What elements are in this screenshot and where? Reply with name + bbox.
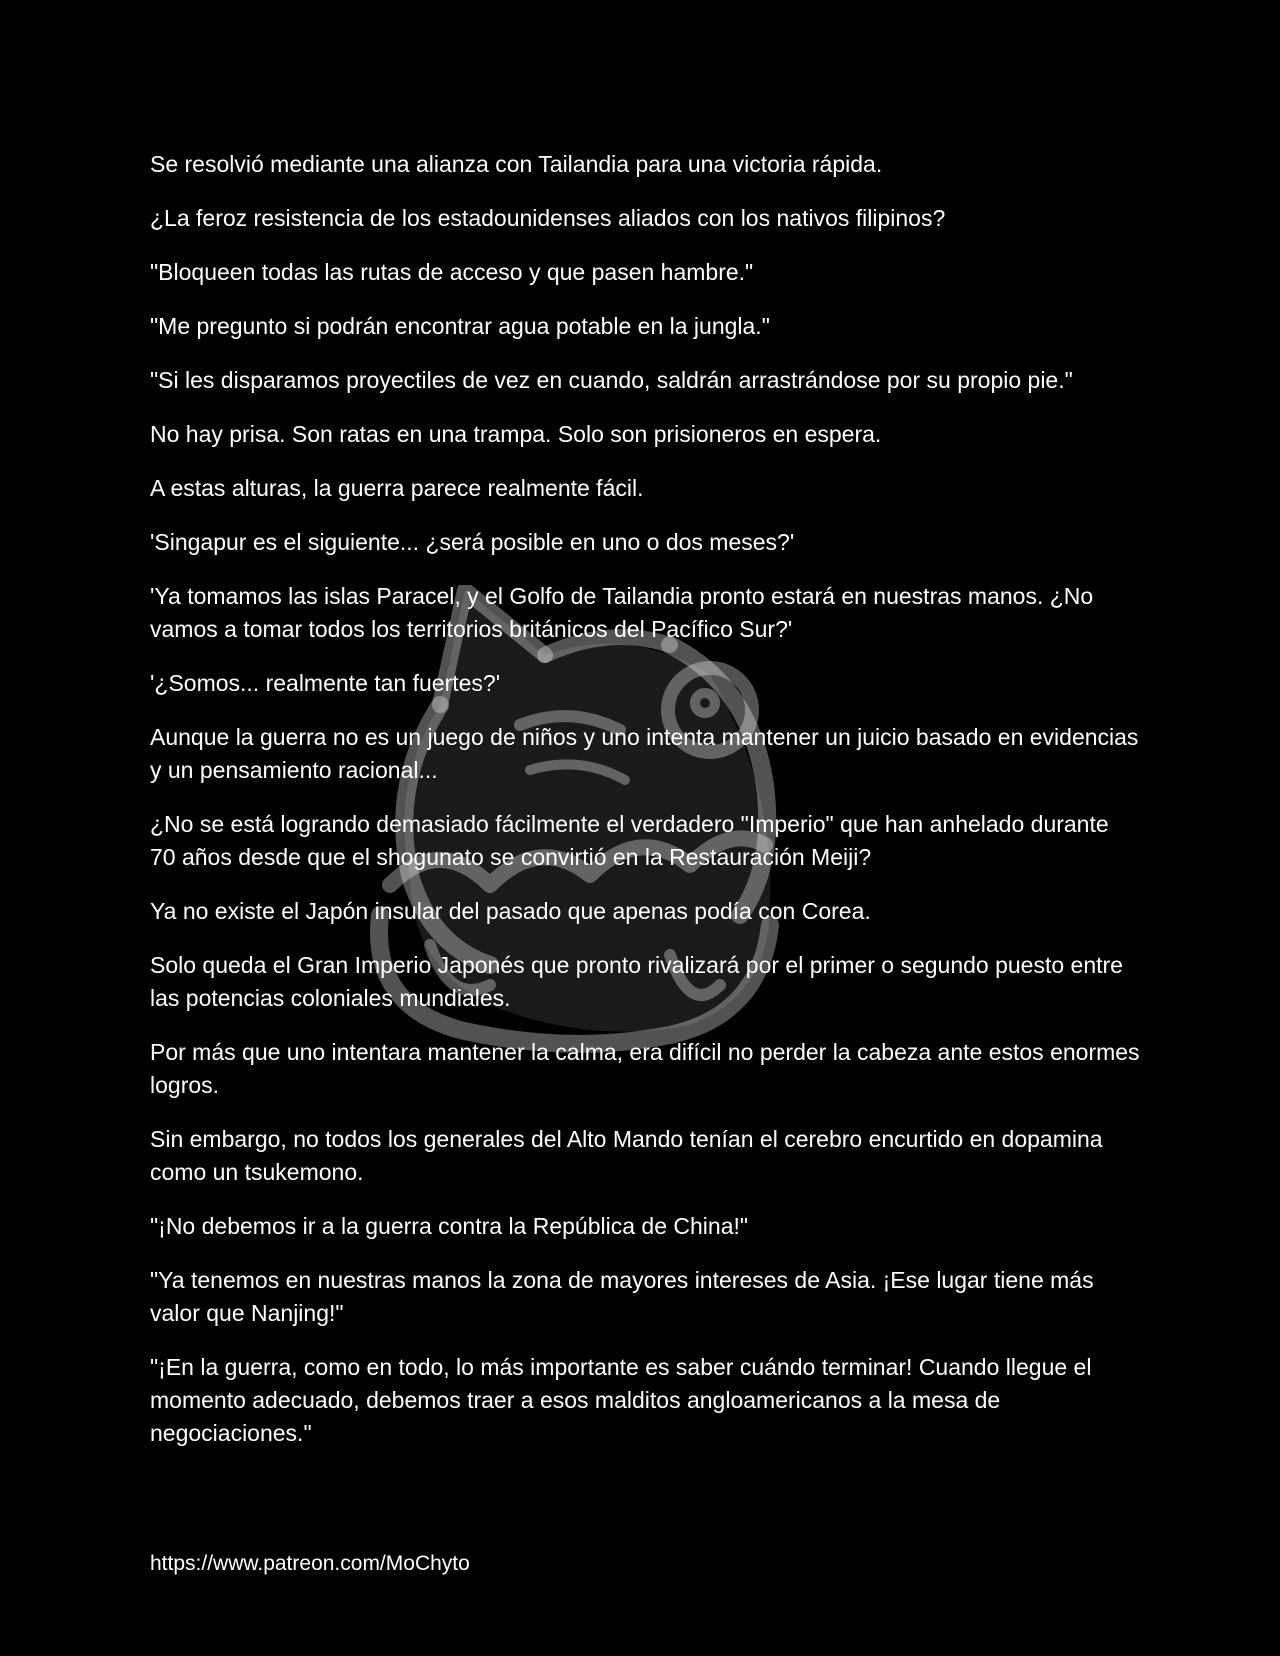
paragraph: Sin embargo, no todos los generales del Alto Mando tenían el cerebro encurtido en dopamina como un tsukemono. <box>150 1126 1103 1185</box>
paragraph: 'Ya tomamos las islas Paracel, y el Golfo de Tailandia pronto estará en nuestras manos. ¿No vamos a tomar todos los territorios británicos del Pacífico Sur?' <box>150 583 1094 642</box>
paragraph: Por más que uno intentara mantener la calma, era difícil no perder la cabeza ante estos enormes logros. <box>150 1039 1140 1098</box>
patreon-link[interactable]: https://www.patreon.com/MoChyto <box>150 1552 470 1575</box>
paragraph: Ya no existe el Japón insular del pasado que apenas podía con Corea. <box>150 898 871 924</box>
paragraph: 'Singapur es el siguiente... ¿será posible en uno o dos meses?' <box>150 529 795 555</box>
paragraph: '¿Somos... realmente tan fuertes?' <box>150 670 501 696</box>
paragraph: Aunque la guerra no es un juego de niños y uno intenta mantener un juicio basado en evidencias y un pensamiento racional... <box>150 724 1139 783</box>
paragraph: "Me pregunto si podrán encontrar agua potable en la jungla." <box>150 313 770 339</box>
story-text <box>150 148 1140 1471</box>
paragraph: "¡En la guerra, como en todo, lo más importante es saber cuándo terminar! Cuando llegue el momento adecuado, debemos traer a esos malditos angloamericanos a la mesa de negociaciones." <box>150 1354 1092 1446</box>
paragraph: "Si les disparamos proyectiles de vez en cuando, saldrán arrastrándose por su propio pie." <box>150 367 1073 393</box>
paragraph: No hay prisa. Son ratas en una trampa. Solo son prisioneros en espera. <box>150 421 882 447</box>
paragraph: Se resolvió mediante una alianza con Tailandia para una victoria rápida. <box>150 151 883 177</box>
paragraph: ¿La feroz resistencia de los estadounidenses aliados con los nativos filipinos? <box>150 205 946 231</box>
paragraph: A estas alturas, la guerra parece realmente fácil. <box>150 475 644 501</box>
paragraph: "¡No debemos ir a la guerra contra la República de China!" <box>150 1213 749 1239</box>
paragraph: ¿No se está logrando demasiado fácilmente el verdadero "Imperio" que han anhelado durante 70 años desde que el shogunato se convirtió en la Restauración Meiji? <box>150 811 1109 870</box>
paragraph: "Ya tenemos en nuestras manos la zona de mayores intereses de Asia. ¡Ese lugar tiene más valor que Nanjing!" <box>150 1267 1094 1326</box>
paragraph: "Bloqueen todas las rutas de acceso y que pasen hambre." <box>150 259 754 285</box>
paragraph: Solo queda el Gran Imperio Japonés que pronto rivalizará por el primer o segundo puesto entre las potencias coloniales mundiales. <box>150 952 1123 1011</box>
